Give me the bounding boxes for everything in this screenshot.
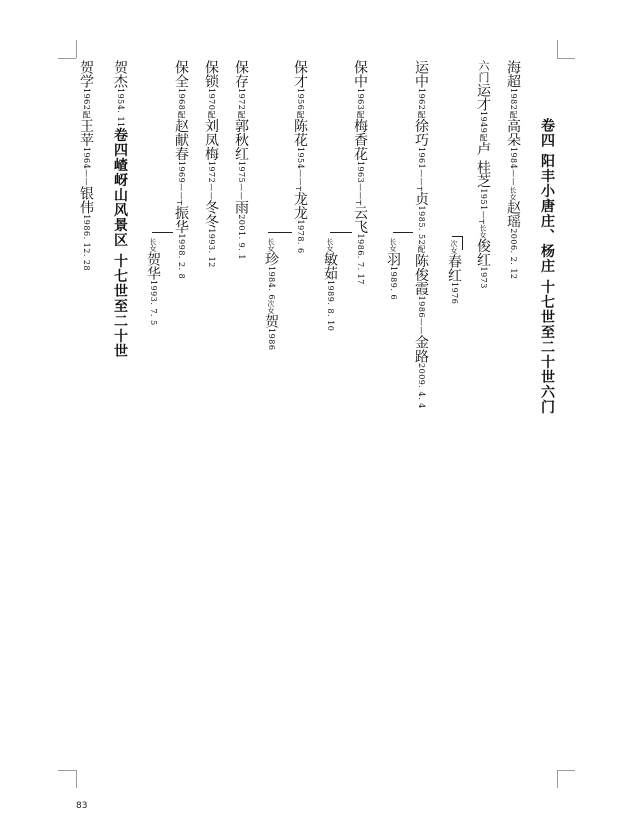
genealogy-entry-minru: 长女敏茹1989. 8. 10 — [322, 238, 338, 332]
genealogy-entry-haichao: 海超1982配高朵1984——长女赵瑶2006. 2. 12 — [505, 60, 521, 280]
branch-tick-yuncai — [452, 236, 462, 237]
crop-mark-bottom-right-v — [557, 770, 558, 788]
genealogy-entry-baocai: 保才1956配陈花1954——┬龙龙1978. 6 — [292, 60, 308, 254]
branch-tick-baocai — [268, 232, 292, 233]
branch-tick-baozhong — [330, 232, 352, 233]
genealogy-entry-baosuo: 保锁1970配刘凤梅1972——冬冬1993. 12 — [203, 60, 219, 268]
genealogy-entry-yunzhong: 运中1962配徐巧1961——┬贞1985. 52配陈俊霞1986——金路2009. 4. 4 — [413, 60, 429, 409]
crop-mark-top-left-v — [76, 40, 77, 58]
page-title: 卷四 阳丰小唐庄、杨庄 十七世至二十世六门 — [539, 118, 555, 415]
branch-line-yuncai — [462, 236, 463, 250]
genealogy-entry-hexue: 贺学1962配王苹1964——银伟1986. 12. 28 — [78, 60, 94, 272]
genealogy-entry-yu: 长女羽1989. 6 — [385, 238, 401, 301]
genealogy-entry-baozhong: 保中1963配梅香花1963——┬云飞1986. 7. 17 — [352, 60, 368, 285]
crop-mark-top-right-v — [557, 40, 558, 58]
crop-mark-bottom-right-h — [557, 770, 575, 771]
crop-mark-bottom-left-h — [58, 770, 76, 771]
genealogy-entry-yuncai: 六门运才1949配卢 桂芝1951—┬长女俊红1973 — [475, 60, 491, 289]
genealogy-entry-zhen-he: 长女珍1984. 6次女贺1986 — [263, 238, 279, 351]
genealogy-entry-baoquan: 保全1968配赵献春1969——┬振华1998. 2. 8 — [173, 60, 189, 280]
genealogy-entry-hehua: 长女贺华1993. 7. 5 — [145, 238, 161, 326]
crop-mark-top-right-h — [557, 58, 575, 59]
crop-mark-top-left-h — [58, 58, 76, 59]
genealogy-entry-hejie: 贺杰1954. 11卷四嵖岈山风景区 十七世至二十世 — [112, 60, 128, 359]
genealogy-entry-baocun: 保存1972配郭秋红1975——雨2001. 9. 1 — [233, 60, 249, 260]
branch-tick-yunzhong — [393, 232, 413, 233]
genealogy-entry-chunhong: 次女春红1976 — [446, 240, 462, 305]
crop-mark-bottom-left-v — [76, 770, 77, 788]
page-number: 83 — [76, 801, 88, 811]
section-heading: 卷四嵖岈山风景区 十七世至二十世 — [112, 127, 128, 359]
branch-tick-baoquan — [152, 232, 173, 233]
